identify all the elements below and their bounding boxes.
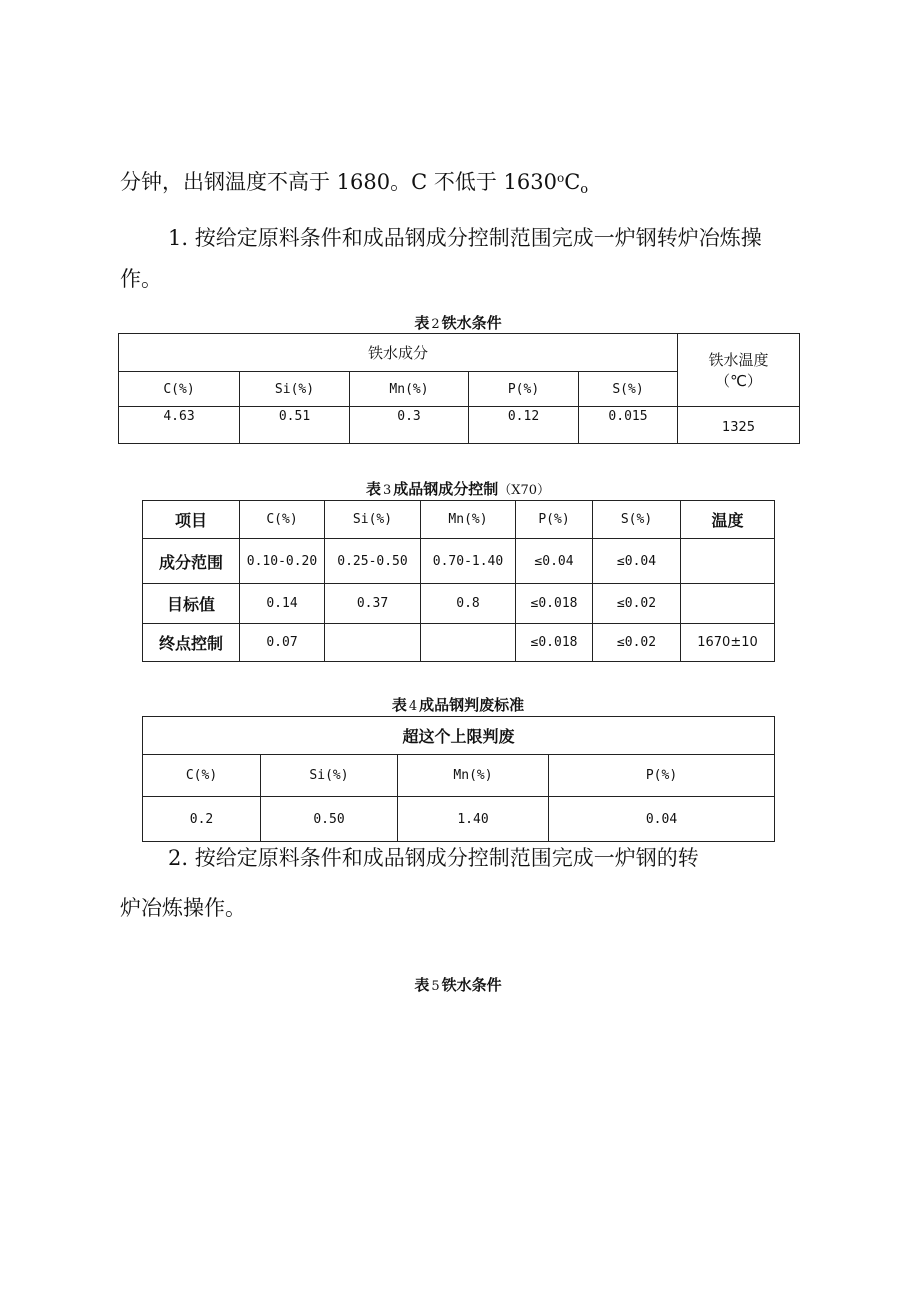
table3-header-item: 项目 — [143, 501, 240, 539]
task1-line2: 作。 — [120, 267, 162, 291]
table4-val-c: 0.2 — [143, 797, 261, 842]
caption-title: 成品钢判废标准 — [419, 696, 525, 714]
caption-prefix: 表 — [414, 314, 430, 332]
table3-header-mn: Mn(%) — [421, 501, 516, 539]
table3-row-label: 终点控制 — [143, 624, 240, 662]
table3-cell: ≤0.018 — [516, 584, 593, 624]
caption-title: 成品钢成分控制 — [393, 480, 499, 498]
table2-val-s: 0.015 — [579, 407, 678, 444]
table3-cell: 0.14 — [240, 584, 325, 624]
task1-line1: 1. 按给定原料条件和成品钢成分控制范围完成一炉钢转炉冶炼操 — [168, 226, 762, 250]
caption-title: 铁水条件 — [441, 976, 502, 994]
table3-cell: 0.25-0.50 — [325, 539, 421, 584]
table3-row-label: 目标值 — [143, 584, 240, 624]
table3-cell: 0.37 — [325, 584, 421, 624]
table3-caption — [142, 478, 774, 499]
table4-group-header: 超这个上限判废 — [143, 717, 775, 755]
table2-val-mn: 0.3 — [350, 407, 469, 444]
table3-cell — [681, 539, 775, 584]
table3 — [142, 500, 775, 662]
table3-header-temp: 温度 — [681, 501, 775, 539]
caption-number: 4 — [408, 699, 418, 714]
table3-header-s: S(%) — [593, 501, 681, 539]
table2-val-p: 0.12 — [469, 407, 579, 444]
table3-cell: ≤0.02 — [593, 624, 681, 662]
table3-header-si: Si(%) — [325, 501, 421, 539]
table2-col-s: S(%) — [579, 372, 678, 407]
table4-val-si: 0.50 — [261, 797, 398, 842]
table2-col-mn: Mn(%) — [350, 372, 469, 407]
caption-prefix: 表 — [391, 696, 407, 714]
table5-caption — [142, 974, 774, 995]
table3-cell: 0.10-0.20 — [240, 539, 325, 584]
table4-col-si: Si(%) — [261, 755, 398, 797]
table2-caption — [118, 312, 798, 333]
caption-prefix: 表 — [414, 976, 430, 994]
task2-line1: 2. 按给定原料条件和成品钢成分控制范围完成一炉钢的转 — [168, 846, 699, 870]
caption-prefix: 表 — [365, 480, 381, 498]
table2-val-si: 0.51 — [240, 407, 350, 444]
table3-row-label: 成分范围 — [143, 539, 240, 584]
table4-col-mn: Mn(%) — [398, 755, 549, 797]
intro-sub: o — [580, 182, 589, 197]
table4-col-p: P(%) — [549, 755, 775, 797]
table4-val-p: 0.04 — [549, 797, 775, 842]
table2-col-c: C(%) — [119, 372, 240, 407]
table3-header-c: C(%) — [240, 501, 325, 539]
table2-temp-value: 1325 — [678, 407, 800, 444]
caption-number: 3 — [382, 483, 392, 498]
table4-caption — [142, 694, 774, 715]
caption-title: 铁水条件 — [441, 314, 502, 332]
intro-text: 分钟，出钢温度不高于 1680。C 不低于 1630 — [120, 170, 557, 194]
table3-cell: 0.07 — [240, 624, 325, 662]
table3-cell — [325, 624, 421, 662]
intro-sup: o — [556, 171, 565, 185]
table3-cell: ≤0.018 — [516, 624, 593, 662]
table3-cell: 0.70-1.40 — [421, 539, 516, 584]
table2 — [118, 333, 800, 444]
table3-cell: ≤0.04 — [516, 539, 593, 584]
table2-col-p: P(%) — [469, 372, 579, 407]
table2-group-header: 铁水成分 — [119, 334, 678, 372]
table3-cell: 0.8 — [421, 584, 516, 624]
table2-val-c: 4.63 — [119, 407, 240, 444]
caption-number: 2 — [431, 317, 440, 332]
table3-cell: ≤0.02 — [593, 584, 681, 624]
table2-col-si: Si(%) — [240, 372, 350, 407]
caption-grade: （X70） — [498, 483, 551, 498]
table4 — [142, 716, 775, 842]
table3-cell — [421, 624, 516, 662]
table3-cell: ≤0.04 — [593, 539, 681, 584]
caption-number: 5 — [431, 979, 440, 994]
table4-col-c: C(%) — [143, 755, 261, 797]
intro-line — [120, 163, 588, 205]
intro-text-b: C — [564, 170, 581, 194]
table2-temp-header: 铁水温度（℃） — [678, 334, 800, 407]
table3-header-p: P(%) — [516, 501, 593, 539]
table3-cell: 1670±10 — [681, 624, 775, 662]
table3-cell — [681, 584, 775, 624]
table4-val-mn: 1.40 — [398, 797, 549, 842]
task2-line2: 炉冶炼操作。 — [120, 896, 246, 920]
